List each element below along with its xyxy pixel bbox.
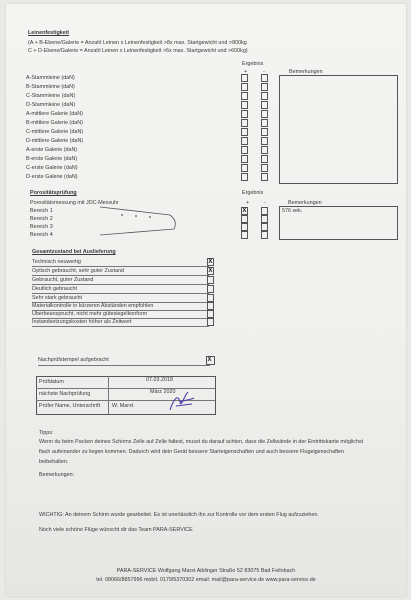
lines-remarks-label: Bemerkungen bbox=[289, 69, 323, 75]
row-divider bbox=[32, 326, 209, 327]
lines-row-label: D-Stammleine (daN) bbox=[26, 102, 76, 108]
checkbox[interactable] bbox=[241, 173, 248, 181]
checkbox[interactable] bbox=[241, 128, 248, 136]
remarks-label: Bemerkungen: bbox=[39, 472, 75, 478]
checkbox[interactable] bbox=[207, 276, 214, 284]
checkbox[interactable] bbox=[241, 215, 248, 223]
lines-row-label: A-Stammleine (daN) bbox=[26, 75, 75, 81]
checkbox[interactable] bbox=[241, 137, 248, 145]
checkbox[interactable] bbox=[261, 155, 268, 163]
checkbox[interactable] bbox=[261, 137, 268, 145]
overall-row-label: Instandsetzungskosten höher als Zeitwert bbox=[32, 319, 132, 325]
page-title: Leinenfestigkeit bbox=[28, 30, 70, 36]
seal-mark: X bbox=[207, 357, 212, 363]
porosity-remarks-label: Bemerkungen bbox=[288, 200, 322, 206]
checkbox-mark: X bbox=[208, 268, 213, 274]
checkbox[interactable] bbox=[261, 119, 268, 127]
checkbox[interactable] bbox=[261, 146, 268, 154]
checkbox[interactable] bbox=[241, 74, 248, 82]
checkbox-mark: X bbox=[208, 259, 213, 265]
porosity-row-label: Bereich 1 bbox=[30, 208, 53, 214]
checkbox[interactable] bbox=[241, 110, 248, 118]
tips-line-2: flach aufeinander zu liegen kommen. Dadurch wird dein Gerät bessere Starteigenschaften und auch bessere Flugeigenschaften bbox=[39, 449, 345, 455]
checkbox-mark: X bbox=[242, 208, 247, 214]
header-line-1: (A + B-Ebene/Galerie = Anzahl Leinen x Leinenfestigkeit >8x max. Startgewicht und >800kg bbox=[28, 40, 247, 46]
inspection-next-label: nächste Nachprüfung bbox=[39, 391, 91, 397]
lines-row-label: A-erste Galerie (daN) bbox=[26, 147, 78, 153]
inspection-date-label: Prüfdatum bbox=[39, 379, 64, 385]
checkbox[interactable] bbox=[261, 215, 268, 223]
lines-row-label: D-erste Galerie (daN) bbox=[26, 174, 78, 180]
inspection-date-value[interactable]: 07.03.2018 bbox=[146, 377, 173, 383]
checkbox[interactable] bbox=[241, 92, 248, 100]
checkbox[interactable] bbox=[241, 83, 248, 91]
footer-contact: tel. 08066/8857996 mobil. 0179/5370302 email: mail@para-service.de www.para-service.de bbox=[96, 577, 316, 583]
lines-row-label: B-erste Galerie (daN) bbox=[26, 156, 78, 162]
porosity-row-label: Bereich 2 bbox=[30, 216, 53, 222]
overall-row-label: Überbeansprucht, nicht mehr gütesiegelkonform bbox=[32, 311, 148, 317]
porosity-row-label: Bereich 3 bbox=[30, 224, 53, 230]
lines-row-label: B-Stammleine (daN) bbox=[26, 84, 75, 90]
document-page bbox=[6, 4, 406, 596]
tips-line-1: Wenn du beim Packen deines Schirms Zelle auf Zelle faltest, musst du darauf achten, dass die Zellwände in der Eintrittskante möglichst bbox=[39, 439, 364, 445]
header-line-2: C + D-Ebene/Galerie = Anzahl Leinen x Leinenfestigkeit >6x max. Startgewicht und >600kg) bbox=[28, 48, 248, 54]
footer-address: PARA-SERVICE Wolfgang Marxt Aiblinger Straße 52 83075 Bad Feilnbach bbox=[116, 568, 296, 574]
lines-result-label: Ergebnis bbox=[242, 61, 264, 67]
wing-profile-sketch bbox=[98, 203, 180, 237]
checkbox[interactable] bbox=[207, 285, 214, 293]
checkbox[interactable] bbox=[261, 101, 268, 109]
checkbox[interactable] bbox=[207, 294, 214, 302]
porosity-result-label: Ergebnis bbox=[242, 190, 264, 196]
porosity-subtitle: Porositätsmessung mit JDC-Messuhr bbox=[30, 200, 119, 206]
seal-label: Nachprüfstempel aufgebracht bbox=[38, 357, 109, 363]
row-divider bbox=[32, 284, 209, 285]
lines-row-label: C-mittlere Galerie (daN) bbox=[26, 129, 84, 135]
checkbox[interactable] bbox=[207, 318, 214, 326]
lines-minus-label: - bbox=[263, 69, 265, 75]
checkbox[interactable] bbox=[261, 231, 268, 239]
checkbox[interactable] bbox=[207, 302, 214, 310]
tips-line-3: beibehalten. bbox=[39, 459, 69, 465]
overall-row-label: Deutlich gebraucht bbox=[32, 286, 77, 292]
checkbox[interactable] bbox=[207, 310, 214, 318]
checkbox[interactable] bbox=[241, 155, 248, 163]
inspection-next-value[interactable]: März 2020 bbox=[150, 389, 176, 395]
lines-row-label: C-Stammleine (daN) bbox=[26, 93, 76, 99]
lines-row-label: A-mittlere Galerie (daN) bbox=[26, 111, 83, 117]
checkbox[interactable] bbox=[241, 231, 248, 239]
overall-row-label: Gebraucht, guter Zustand bbox=[32, 277, 94, 283]
porosity-plus-label: + bbox=[246, 200, 250, 206]
overall-row-label: Technisch neuwertig bbox=[32, 259, 81, 265]
lines-plus-label: + bbox=[244, 69, 248, 75]
inspection-col-divider bbox=[108, 376, 109, 414]
checkbox[interactable] bbox=[261, 83, 268, 91]
checkbox[interactable] bbox=[261, 92, 268, 100]
greeting-text: Noch viele schöne Flüge wünscht dir das Team PARA-SERVICE bbox=[39, 527, 193, 533]
porosity-row-label: Bereich 4 bbox=[30, 232, 53, 238]
porosity-minus-label: - bbox=[264, 200, 266, 206]
checkbox[interactable] bbox=[261, 223, 268, 231]
lines-row-label: C-erste Galerie (daN) bbox=[26, 165, 78, 171]
warning-text: WICHTIG: An deinem Schirm wurde gearbeitet. Es ist unerlässlich ihn zur Kontrolle vor dem ersten Flug aufzuziehen. bbox=[39, 512, 319, 518]
checkbox[interactable] bbox=[261, 110, 268, 118]
checkbox[interactable] bbox=[241, 223, 248, 231]
row-divider bbox=[32, 310, 209, 311]
row-divider bbox=[32, 318, 209, 319]
lines-row-label: B-mittlere Galerie (daN) bbox=[26, 120, 83, 126]
row-divider bbox=[32, 293, 209, 294]
inspector-signature bbox=[166, 388, 198, 414]
overall-row-label: Sehr stark gebraucht bbox=[32, 295, 83, 301]
lines-row-label: D-mittlere Galerie (daN) bbox=[26, 138, 84, 144]
porosity-title: Porositätsprüfung bbox=[30, 190, 77, 196]
checkbox[interactable] bbox=[261, 164, 268, 172]
checkbox[interactable] bbox=[241, 164, 248, 172]
tips-title: Tipps: bbox=[39, 430, 54, 436]
inspection-inspector-label: Prüfer Name, Unterschrift bbox=[39, 403, 101, 409]
overall-row-label: Optisch gebraucht, sehr guter Zustand bbox=[32, 268, 124, 274]
porosity-remark-value: 576 sek. bbox=[282, 208, 303, 214]
checkbox[interactable] bbox=[261, 74, 268, 82]
seal-underline bbox=[38, 365, 210, 366]
checkbox[interactable] bbox=[241, 146, 248, 154]
overall-row-label: Materialkontrolle in kürzeren Abständen empfohlen bbox=[32, 303, 154, 309]
checkbox[interactable] bbox=[261, 173, 268, 181]
row-divider bbox=[32, 302, 209, 303]
inspection-inspector-value[interactable]: W. Marxt bbox=[112, 403, 134, 409]
row-divider bbox=[32, 266, 209, 267]
checkbox[interactable] bbox=[241, 101, 248, 109]
lines-remarks-box[interactable] bbox=[279, 75, 398, 184]
checkbox[interactable] bbox=[261, 128, 268, 136]
row-divider bbox=[32, 275, 209, 276]
checkbox[interactable] bbox=[261, 207, 268, 215]
overall-title: Gesamtzustand bei Auslieferung bbox=[32, 249, 116, 255]
checkbox[interactable] bbox=[241, 119, 248, 127]
